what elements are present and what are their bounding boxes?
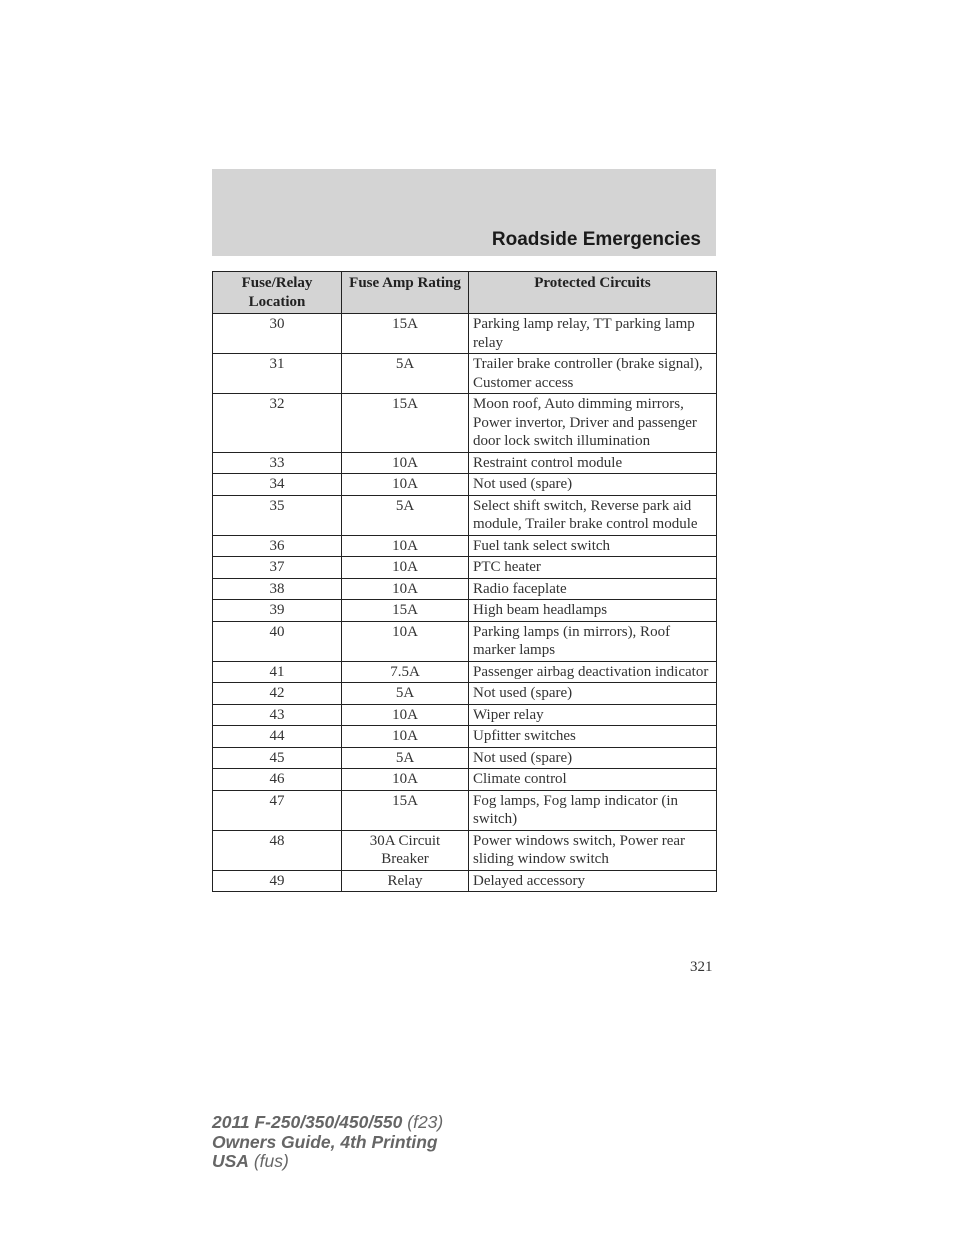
table-header-row <box>213 272 717 314</box>
table-row <box>213 661 717 683</box>
fuse-location-cell: 42 <box>213 683 342 705</box>
fuse-location-cell: 32 <box>213 394 342 453</box>
column-header-amp-rating: Fuse Amp Rating <box>342 272 469 314</box>
table-row <box>213 790 717 830</box>
fuse-amp-cell: 5A <box>342 354 469 394</box>
fuse-location-cell: 37 <box>213 557 342 579</box>
table-row <box>213 870 717 892</box>
fuse-amp-cell: 5A <box>342 747 469 769</box>
fuse-amp-cell: 10A <box>342 452 469 474</box>
fuse-location-cell: 49 <box>213 870 342 892</box>
fuse-amp-cell: 10A <box>342 535 469 557</box>
fuse-location-cell: 39 <box>213 600 342 622</box>
fuse-amp-cell: 7.5A <box>342 661 469 683</box>
footer-market: USA <box>212 1151 249 1171</box>
section-title: Roadside Emergencies <box>491 229 701 250</box>
protected-circuits-cell: Passenger airbag deactivation indicator <box>469 661 717 683</box>
fuse-amp-cell: 10A <box>342 621 469 661</box>
fuse-amp-cell: 30A Circuit Breaker <box>342 830 469 870</box>
fuse-location-cell: 47 <box>213 790 342 830</box>
protected-circuits-cell: High beam headlamps <box>469 600 717 622</box>
protected-circuits-cell: Trailer brake controller (brake signal), Customer access <box>469 354 717 394</box>
protected-circuits-cell: PTC heater <box>469 557 717 579</box>
fuse-location-cell: 34 <box>213 474 342 496</box>
fuse-amp-cell: 15A <box>342 394 469 453</box>
footer-line-model <box>212 1113 443 1133</box>
fuse-amp-cell: Relay <box>342 870 469 892</box>
fuse-location-cell: 33 <box>213 452 342 474</box>
column-header-location: Fuse/Relay Location <box>213 272 342 314</box>
table-row <box>213 683 717 705</box>
table-row <box>213 621 717 661</box>
protected-circuits-cell: Upfitter switches <box>469 726 717 748</box>
table-row <box>213 495 717 535</box>
protected-circuits-cell: Power windows switch, Power rear sliding window switch <box>469 830 717 870</box>
fuse-amp-cell: 10A <box>342 557 469 579</box>
fuse-location-cell: 30 <box>213 314 342 354</box>
table-row <box>213 557 717 579</box>
table-row <box>213 704 717 726</box>
section-header-band <box>212 169 716 256</box>
protected-circuits-cell: Select shift switch, Reverse park aid module, Trailer brake control module <box>469 495 717 535</box>
fuse-location-cell: 40 <box>213 621 342 661</box>
fuse-amp-cell: 15A <box>342 314 469 354</box>
fuse-amp-cell: 15A <box>342 600 469 622</box>
table-row <box>213 314 717 354</box>
fuse-amp-cell: 10A <box>342 578 469 600</box>
protected-circuits-cell: Not used (spare) <box>469 747 717 769</box>
footer-model: 2011 F-250/350/450/550 <box>212 1112 403 1132</box>
table-row <box>213 769 717 791</box>
fuse-amp-cell: 5A <box>342 683 469 705</box>
table-row <box>213 474 717 496</box>
fuse-location-cell: 38 <box>213 578 342 600</box>
footer-market-code: (fus) <box>248 1151 289 1171</box>
protected-circuits-cell: Radio faceplate <box>469 578 717 600</box>
page-number: 321 <box>690 959 713 975</box>
table-row <box>213 726 717 748</box>
fuse-table <box>212 271 717 892</box>
fuse-amp-cell: 10A <box>342 769 469 791</box>
table-row <box>213 830 717 870</box>
footer-line-market <box>212 1152 443 1172</box>
fuse-location-cell: 45 <box>213 747 342 769</box>
protected-circuits-cell: Delayed accessory <box>469 870 717 892</box>
table-row <box>213 394 717 453</box>
column-header-protected-circuits: Protected Circuits <box>469 272 717 314</box>
fuse-table-body <box>213 314 717 892</box>
table-row <box>213 452 717 474</box>
table-row <box>213 600 717 622</box>
protected-circuits-cell: Climate control <box>469 769 717 791</box>
fuse-location-cell: 46 <box>213 769 342 791</box>
protected-circuits-cell: Not used (spare) <box>469 474 717 496</box>
fuse-amp-cell: 10A <box>342 474 469 496</box>
protected-circuits-cell: Not used (spare) <box>469 683 717 705</box>
protected-circuits-cell: Fog lamps, Fog lamp indicator (in switch) <box>469 790 717 830</box>
fuse-location-cell: 44 <box>213 726 342 748</box>
document-footer <box>212 1113 443 1172</box>
protected-circuits-cell: Restraint control module <box>469 452 717 474</box>
protected-circuits-cell: Wiper relay <box>469 704 717 726</box>
table-row <box>213 578 717 600</box>
table-row <box>213 747 717 769</box>
fuse-location-cell: 36 <box>213 535 342 557</box>
fuse-amp-cell: 10A <box>342 704 469 726</box>
protected-circuits-cell: Parking lamps (in mirrors), Roof marker lamps <box>469 621 717 661</box>
table-row <box>213 354 717 394</box>
fuse-location-cell: 43 <box>213 704 342 726</box>
protected-circuits-cell: Parking lamp relay, TT parking lamp relay <box>469 314 717 354</box>
footer-line-guide <box>212 1133 443 1153</box>
fuse-location-cell: 48 <box>213 830 342 870</box>
fuse-location-cell: 31 <box>213 354 342 394</box>
fuse-location-cell: 41 <box>213 661 342 683</box>
footer-guide-edition: Owners Guide, 4th Printing <box>212 1131 438 1152</box>
footer-model-code: (f23) <box>402 1112 444 1132</box>
fuse-amp-cell: 5A <box>342 495 469 535</box>
fuse-location-cell: 35 <box>213 495 342 535</box>
protected-circuits-cell: Fuel tank select switch <box>469 535 717 557</box>
table-row <box>213 535 717 557</box>
fuse-amp-cell: 15A <box>342 790 469 830</box>
fuse-amp-cell: 10A <box>342 726 469 748</box>
protected-circuits-cell: Moon roof, Auto dimming mirrors, Power invertor, Driver and passenger door lock switch illumination <box>469 394 717 453</box>
